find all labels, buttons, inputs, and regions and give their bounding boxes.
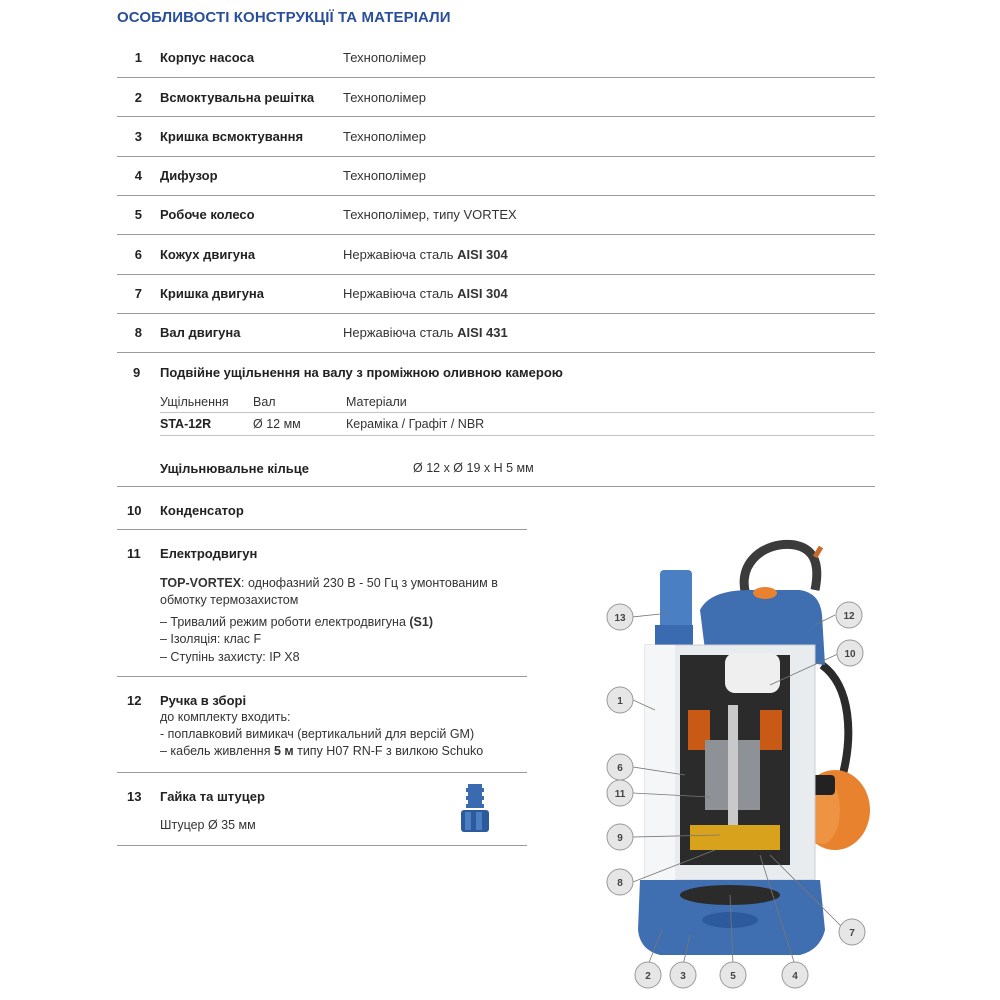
handle-label: Ручка в зборі <box>160 693 247 708</box>
motor-bullet-protection: – Ступінь захисту: IP X8 <box>160 650 300 664</box>
row-value: Нержавіюча сталь AISI 431 <box>343 325 508 340</box>
row-number: 9 <box>133 365 141 380</box>
seal-model: STA-12R <box>160 417 212 431</box>
row-label: Дифузор <box>160 168 218 183</box>
row-number: 13 <box>127 789 142 804</box>
handle-line-3: – кабель живлення 5 м типу H07 RN-F з вилкою Schuko <box>160 744 484 758</box>
svg-text:10: 10 <box>844 649 856 660</box>
row-label: Кришка двигуна <box>160 286 265 301</box>
page-title: ОСОБЛИВОСТІ КОНСТРУКЦІЇ ТА МАТЕРІАЛИ <box>117 9 451 26</box>
row-number: 2 <box>134 90 142 105</box>
svg-text:4: 4 <box>792 971 798 982</box>
row-number: 1 <box>134 50 142 65</box>
seal-header-shaft: Вал <box>253 395 276 409</box>
row-value: Технополімер <box>343 50 426 65</box>
svg-text:8: 8 <box>617 878 623 889</box>
row-value: Технополімер <box>343 129 426 144</box>
callout-9 <box>607 824 633 850</box>
svg-text:9: 9 <box>617 833 623 844</box>
spec-row-7 <box>117 274 875 314</box>
row-divider <box>117 529 527 530</box>
row-number: 4 <box>134 168 142 183</box>
row-value: Технополімер, типу VORTEX <box>343 207 517 222</box>
row-value: Технополімер <box>343 168 426 183</box>
row-number: 12 <box>127 693 142 708</box>
row-value: Технополімер <box>343 90 426 105</box>
spec-row-5 <box>117 195 875 235</box>
capacitor-label: Конденсатор <box>160 503 244 518</box>
nut-value: Штуцер Ø 35 мм <box>160 818 256 832</box>
row-number: 10 <box>127 503 142 518</box>
spec-row-6 <box>117 235 875 275</box>
capacitor <box>725 653 780 693</box>
row-number: 11 <box>127 546 141 561</box>
row-label: Вал двигуна <box>160 325 241 340</box>
motor-bullet-insulation: – Ізоляція: клас F <box>160 632 262 646</box>
spec-row-3 <box>117 117 875 157</box>
svg-text:12: 12 <box>843 611 855 622</box>
spec-row-2 <box>117 77 875 117</box>
row-divider <box>117 845 527 846</box>
spec-row-8 <box>117 313 875 353</box>
seal-divider <box>160 412 875 413</box>
row-number: 8 <box>134 325 142 340</box>
row-divider <box>117 676 527 677</box>
svg-text:11: 11 <box>614 789 626 800</box>
svg-text:7: 7 <box>849 928 855 939</box>
row-number: 6 <box>134 247 142 262</box>
row-value: Нержавіюча сталь AISI 304 <box>343 247 508 262</box>
row-label: Корпус насоса <box>160 50 255 65</box>
row-number: 7 <box>134 286 142 301</box>
callout-1 <box>607 687 633 713</box>
callout-8 <box>607 869 633 895</box>
row-number: 3 <box>134 129 142 144</box>
callout-12 <box>836 602 862 628</box>
row-divider <box>117 486 875 487</box>
ring-label: Ущільнювальне кільце <box>160 461 309 476</box>
seal-divider <box>160 435 875 436</box>
discharge-pipe <box>660 570 692 630</box>
row-label: Кожух двигуна <box>160 247 256 262</box>
motor-label: Електродвигун <box>160 546 258 561</box>
callout-11 <box>607 780 633 806</box>
callout-10 <box>837 640 863 666</box>
pump-cutaway-illustration <box>600 535 880 995</box>
nut-label: Гайка та штуцер <box>160 789 265 804</box>
callout-3 <box>670 962 696 988</box>
motor-shaft <box>728 705 738 845</box>
svg-text:5: 5 <box>730 971 736 982</box>
seal-materials: Кераміка / Графіт / NBR <box>346 417 485 431</box>
row-number: 5 <box>134 207 142 222</box>
spec-row-1 <box>117 38 875 78</box>
seal-shaft: Ø 12 мм <box>253 417 301 431</box>
motor-desc-2: обмотку термозахистом <box>160 593 299 607</box>
seal-header-seal: Ущільнення <box>160 395 229 409</box>
callout-7 <box>839 919 865 945</box>
motor-bullet-duty: – Тривалий режим роботи електродвигуна (S1) <box>160 615 433 629</box>
handle-line-2: - поплавковий вимикач (вертикальний для версій GM) <box>160 727 475 741</box>
cable-plug-end <box>815 547 821 557</box>
svg-text:3: 3 <box>680 971 686 982</box>
svg-text:6: 6 <box>617 763 623 774</box>
row-label: Всмоктувальна решітка <box>160 90 315 105</box>
row-label: Робоче колесо <box>160 207 255 222</box>
ring-value: Ø 12 x Ø 19 x H 5 мм <box>413 461 534 475</box>
callout-2 <box>635 962 661 988</box>
row-value: Нержавіюча сталь AISI 304 <box>343 286 508 301</box>
callout-4 <box>782 962 808 988</box>
callout-6 <box>607 754 633 780</box>
callout-13 <box>607 604 633 630</box>
hose-fitting-icon <box>458 782 492 836</box>
handle-line-1: до комплекту входить: <box>160 710 291 724</box>
svg-text:13: 13 <box>614 613 626 624</box>
row-label: Кришка всмоктування <box>160 129 304 144</box>
callout-5 <box>720 962 746 988</box>
seal-header-materials: Матеріали <box>346 395 407 409</box>
motor-desc: TOP-VORTEX: однофазний 230 В - 50 Гц з умонтованим в <box>160 576 498 590</box>
spec-row-4 <box>117 156 875 196</box>
svg-text:1: 1 <box>617 696 623 707</box>
seal-title: Подвійне ущільнення на валу з проміжною оливною камерою <box>160 365 563 380</box>
float-cable <box>822 665 848 785</box>
row-divider <box>117 772 527 773</box>
svg-text:2: 2 <box>645 971 651 982</box>
